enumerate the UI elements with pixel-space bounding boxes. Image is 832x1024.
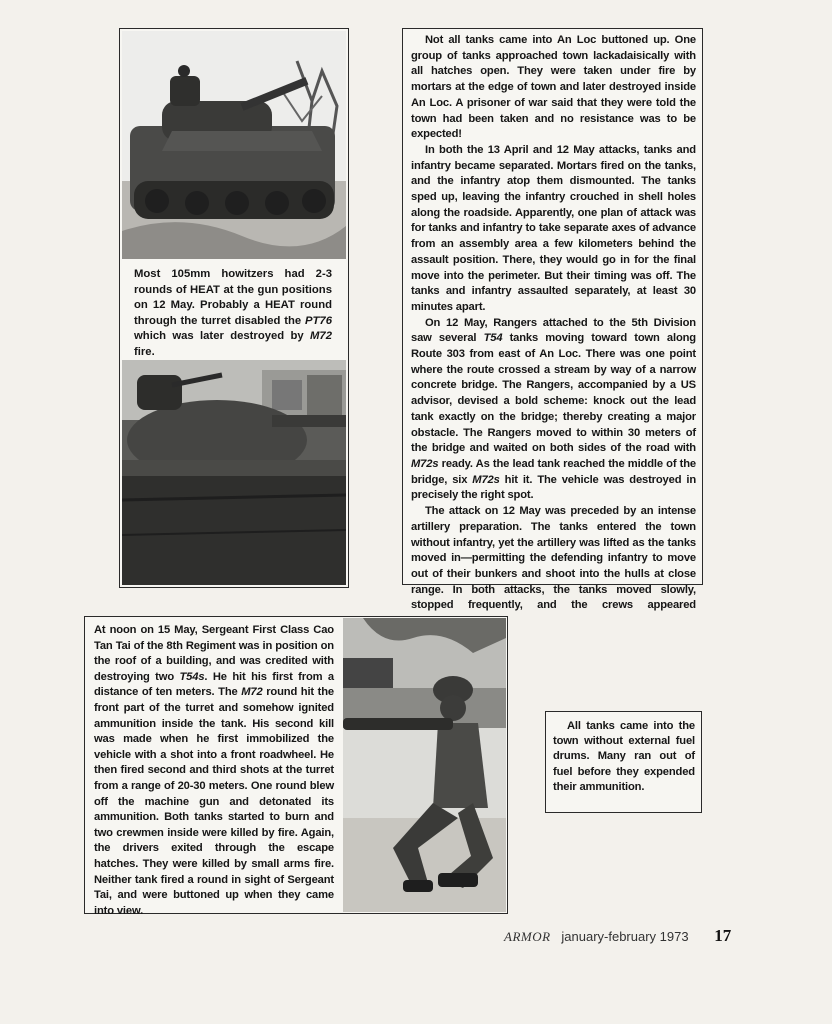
photo-caption	[134, 267, 332, 361]
main-article-text	[411, 33, 696, 630]
caption-text: Most 105mm howitzers had 2-3 rounds of HEAT at the gun positions on 12 May. Probably a HEAT round through the turret disabled the PT76 which was later destroyed by M72 fire.	[134, 268, 332, 358]
issue-date: january-february 1973	[561, 929, 689, 944]
page-number: 17	[714, 926, 732, 945]
sergeant-tai-paragraph: At noon on 15 May, Sergeant First Class Cao Tan Tai of the 8th Regiment was in position on the roof of a building, and was credited with destroying two T54s. He hit his first from a distance of ten meters. The M72 round hit the front part of the turret and somehow ignited ammunition inside the tank. His second kill was made when he first immobilized the vehicle with a shot into a front roadwheel. He then fired second and third shots at the turret from a range of 20-30 meters. One round blew off the machine gun and detonated its ammunition. Both tanks started to burn and two crewmen inside were killed by fire. Again, the drivers exited through the escape hatches. They were killed by small arms fire. Neither tank fired a round in sight of Sergeant Tai, and were buttoned up when they came into view.	[94, 624, 334, 917]
soldier-photo	[343, 618, 506, 912]
tank-photo-top	[122, 31, 346, 259]
paragraph-4: The attack on 12 May was preceded by an intense artillery preparation. The tanks entered the town without infantry, yet the artillery was lifted as the tanks moved in—permitting the defending infantry to move out of their bunkers and shoot into the hulls at close range. In both attacks, the tanks moved slowly, stopped frequently, and the crews appeared	[411, 505, 696, 612]
tank-photo-bottom	[122, 360, 346, 585]
magazine-name: ARMOR	[504, 929, 551, 944]
paragraph-3: On 12 May, Rangers attached to the 5th Division saw several T54 tanks moving toward town along Route 303 from east of An Loc. There was one point where the route crossed a stream by way of a narrow concrete bridge. The Rangers, accompanied by a US advisor, devised a bold scheme: knock out the lead tank exactly on the bridge; thereby creating a major obstacle. The Rangers moved to within 30 meters of the bridge and waited on both sides of the road with M72s ready. As the lead tank reached the middle of the bridge, six M72s hit it. The vehicle was destroyed in precisely the right spot.	[411, 316, 696, 502]
sergeant-tai-text	[94, 623, 334, 919]
paragraph-1: Not all tanks came into An Loc buttoned up. One group of tanks approached town lackadaisically with all hatches open. They were taken under fire by mortars at the edge of town and later destroyed inside An Loc. A prisoner of war said that they were told the town had been taken and no resistance was to be expected!	[411, 34, 696, 141]
side-note-text: All tanks came into the town without external fuel drums. Many ran out of fuel before they expended their ammunition.	[553, 720, 695, 793]
paragraph-2: In both the 13 April and 12 May attacks, tanks and infantry became separated. Mortars fired on the tanks, and the infantry atop them dismounted. The tanks sped up, leaving the infantry crouched in shell holes along the roadside. Apparently, one plan of attack was for tanks and infantry to take separate axes of advance from an assembly area a few kilometers behind the assault position. There, they would go in for the final move into the perimeter. But their timing was off. The tanks and infantry assaulted separately, at least 30 minutes apart.	[411, 143, 696, 313]
page-footer	[504, 926, 731, 946]
